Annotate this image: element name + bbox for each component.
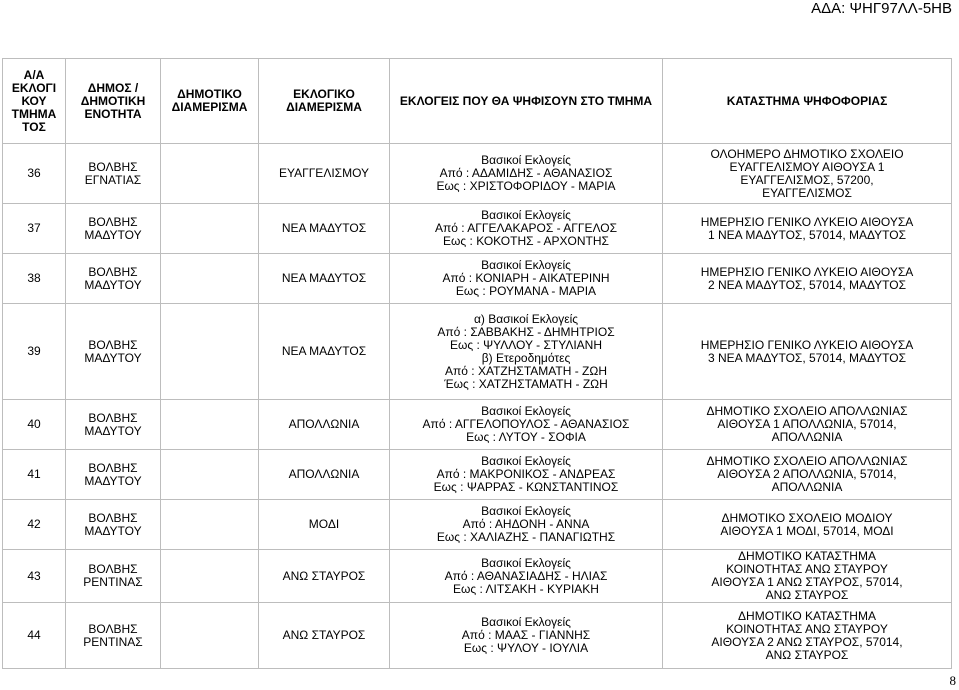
- ekloges-line: Εως : ΧΡΙΣΤΟΦΟΡΙΔΟΥ - ΜΑΡΙΑ: [436, 179, 616, 193]
- header-dimotiko: ΔΗΜΟΤΙΚΟ ΔΙΑΜΕΡΙΣΜΑ: [161, 59, 259, 144]
- ekloges-line: Εως : ΧΑΛΙΑΖΗΣ - ΠΑΝΑΓΙΩΤΗΣ: [436, 530, 616, 544]
- eklogiko-cell: ΝΕΑ ΜΑΔΥΤΟΣ: [259, 304, 390, 400]
- ekloges-cell: [390, 603, 663, 669]
- ekloges-line: Βασικοί Εκλογείς: [481, 454, 571, 468]
- dimos-line: ΒΟΛΒΗΣ: [88, 159, 138, 174]
- row-number: 39: [3, 304, 66, 400]
- dimotiko-cell: [161, 204, 259, 254]
- dimos-line: ΜΑΔΥΤΟΥ: [84, 523, 142, 538]
- ekloges-line: Από : ΑΓΓΕΛΟΠΟΥΛΟΣ - ΑΘΑΝΑΣΙΟΣ: [422, 417, 630, 431]
- katastima-line: 3 ΝΕΑ ΜΑΔΥΤΟΣ, 57014, ΜΑΔΥΤΟΣ: [707, 350, 907, 365]
- eklogiko-cell: ΕΥΑΓΓΕΛΙΣΜΟΥ: [259, 144, 390, 204]
- eklogiko-cell: ΑΝΩ ΣΤΑΥΡΟΣ: [259, 603, 390, 669]
- dimotiko-cell: [161, 400, 259, 450]
- ekloges-line: Βασικοί Εκλογείς: [481, 615, 571, 629]
- dimos-line: ΡΕΝΤΙΝΑΣ: [83, 575, 143, 589]
- ekloges-line: Βασικοί Εκλογείς: [481, 208, 571, 222]
- katastima-line: ΕΥΑΓΓΕΛΙΣΜΟΥ ΑΙΘΟΥΣΑ 1: [729, 159, 885, 174]
- ekloges-line: Βασικοί Εκλογείς: [481, 555, 571, 570]
- katastima-cell: [663, 144, 952, 204]
- katastima-line: ΗΜΕΡΗΣΙΟ ΓΕΝΙΚΟ ΛΥΚΕΙΟ ΑΙΘΟΥΣΑ: [700, 337, 914, 352]
- row-number: 37: [3, 204, 66, 254]
- dimos-line: ΕΓΝΑΤΙΑΣ: [84, 172, 142, 187]
- eklogiko-cell: ΑΠΟΛΛΩΝΙΑ: [259, 400, 390, 450]
- table-row: [3, 450, 952, 500]
- ekloges-line: Από : ΑΗΔΟΝΗ - ΑΝΝΑ: [462, 517, 590, 531]
- dimos-cell: [66, 500, 161, 550]
- katastima-line: ΔΗΜΟΤΙΚΟ ΣΧΟΛΕΙΟ ΑΠΟΛΛΩΝΙΑΣ: [706, 404, 908, 418]
- ekloges-cell: [390, 400, 663, 450]
- table-row: [3, 603, 952, 669]
- katastima-cell: [663, 304, 952, 400]
- dimos-cell: [66, 144, 161, 204]
- ekloges-line: Από : ΑΘΑΝΑΣΙΑΔΗΣ - ΗΛΙΑΣ: [444, 568, 608, 583]
- dimos-line: ΒΟΛΒΗΣ: [88, 460, 138, 475]
- dimos-line: ΜΑΔΥΤΟΥ: [84, 473, 142, 488]
- dimos-line: ΒΟΛΒΗΣ: [88, 264, 138, 279]
- ekloges-line: Από : ΜΑΚΡΟΝΙΚΟΣ - ΑΝΔΡΕΑΣ: [436, 467, 616, 481]
- table-row: [3, 144, 952, 204]
- ekloges-line: Εως : ΨΑΡΡΑΣ - ΚΩΝΣΤΑΝΤΙΝΟΣ: [433, 480, 619, 494]
- katastima-line: ΕΥΑΓΓΕΛΙΣΜΟΣ: [762, 185, 852, 200]
- ekloges-line: Βασικοί Εκλογείς: [481, 153, 571, 167]
- header-katastima: ΚΑΤΑΣΤΗΜΑ ΨΗΦΟΦΟΡΙΑΣ: [663, 59, 952, 144]
- ekloges-cell: [390, 204, 663, 254]
- katastima-line: ΗΜΕΡΗΣΙΟ ΓΕΝΙΚΟ ΛΥΚΕΙΟ ΑΙΘΟΥΣΑ: [700, 264, 914, 279]
- katastima-line: ΔΗΜΟΤΙΚΟ ΚΑΤΑΣΤΗΜΑ: [738, 549, 876, 563]
- dimos-cell: [66, 450, 161, 500]
- table-body: [3, 144, 952, 669]
- dimos-line: ΡΕΝΤΙΝΑΣ: [83, 634, 143, 649]
- dimos-cell: [66, 304, 161, 400]
- dimos-cell: [66, 204, 161, 254]
- ekloges-line: Εως : ΨΥΛΟΥ - ΙΟΥΛΙΑ: [463, 641, 589, 655]
- dimotiko-cell: [161, 450, 259, 500]
- header-dimos: ΔΗΜΟΣ / ΔΗΜΟΤΙΚΗ ΕΝΟΤΗΤΑ: [66, 59, 161, 144]
- katastima-cell: [663, 450, 952, 500]
- ekloges-line: Από : ΣΑΒΒΑΚΗΣ - ΔΗΜΗΤΡΙΟΣ: [437, 324, 615, 339]
- ekloges-line: Από : ΑΔΑΜΙΔΗΣ - ΑΘΑΝΑΣΙΟΣ: [439, 166, 613, 180]
- dimos-cell: [66, 254, 161, 304]
- table-row: [3, 254, 952, 304]
- katastima-line: ΔΗΜΟΤΙΚΟ ΚΑΤΑΣΤΗΜΑ: [738, 608, 876, 623]
- katastima-line: ΗΜΕΡΗΣΙΟ ΓΕΝΙΚΟ ΛΥΚΕΙΟ ΑΙΘΟΥΣΑ: [700, 214, 914, 229]
- katastima-line: ΑΝΩ ΣΤΑΥΡΟΣ: [765, 647, 849, 662]
- katastima-line: ΑΙΘΟΥΣΑ 1 ΑΝΩ ΣΤΑΥΡΟΣ, 57014,: [711, 575, 903, 589]
- ekloges-line: β) Ετεροδημότες: [481, 350, 571, 365]
- katastima-line: ΕΥΑΓΓΕΛΙΣΜΟΣ, 57200,: [740, 172, 874, 187]
- ekloges-cell: [390, 304, 663, 400]
- row-number: 43: [3, 550, 66, 603]
- ekloges-line: Εως : ΡΟΥΜΑΝΑ - ΜΑΡΙΑ: [455, 284, 597, 298]
- katastima-line: ΔΗΜΟΤΙΚΟ ΣΧΟΛΕΙΟ ΜΟΔΙΟΥ: [721, 510, 893, 525]
- table-row: [3, 304, 952, 400]
- katastima-line: ΚΟΙΝΟΤΗΤΑΣ ΑΝΩ ΣΤΑΥΡΟΥ: [726, 621, 888, 636]
- ekloges-line: Εως : ΚΟΚΟΤΗΣ - ΑΡΧΟΝΤΗΣ: [443, 234, 609, 248]
- dimotiko-cell: [161, 144, 259, 204]
- row-number: 38: [3, 254, 66, 304]
- polling-stations-table: [2, 58, 952, 669]
- ekloges-line: Από : ΚΟΝΙΑΡΗ - ΑΙΚΑΤΕΡΙΝΗ: [442, 271, 610, 285]
- dimos-line: ΜΑΔΥΤΟΥ: [84, 277, 142, 292]
- dimos-line: ΒΟΛΒΗΣ: [88, 562, 138, 576]
- dimotiko-cell: [161, 500, 259, 550]
- katastima-line: 1 ΝΕΑ ΜΑΔΥΤΟΣ, 57014, ΜΑΔΥΤΟΣ: [707, 227, 907, 242]
- katastima-cell: [663, 400, 952, 450]
- header-aa: Α/Α ΕΚΛΟΓΙ ΚΟΥ ΤΜΗΜΑ ΤΟΣ: [3, 59, 66, 144]
- katastima-cell: [663, 603, 952, 669]
- katastima-line: ΑΙΘΟΥΣΑ 1 ΑΠΟΛΛΩΝΙΑ, 57014,: [717, 417, 897, 431]
- katastima-line: ΑΠΟΛΛΩΝΙΑ: [771, 480, 843, 494]
- dimotiko-cell: [161, 603, 259, 669]
- katastima-line: 2 ΝΕΑ ΜΑΔΥΤΟΣ, 57014, ΜΑΔΥΤΟΣ: [707, 277, 907, 292]
- table-row: [3, 204, 952, 254]
- row-number: 44: [3, 603, 66, 669]
- katastima-line: ΑΙΘΟΥΣΑ 2 ΑΝΩ ΣΤΑΥΡΟΣ, 57014,: [711, 634, 903, 649]
- ekloges-line: Έως : ΧΑΤΖΗΣΤΑΜΑΤΗ - ΖΩΗ: [444, 376, 608, 391]
- ekloges-cell: [390, 550, 663, 603]
- dimos-line: ΒΟΛΒΗΣ: [88, 510, 138, 525]
- katastima-line: ΑΝΩ ΣΤΑΥΡΟΣ: [765, 588, 849, 602]
- dimos-line: ΒΟΛΒΗΣ: [88, 337, 138, 352]
- ekloges-cell: [390, 254, 663, 304]
- table-row: [3, 550, 952, 603]
- dimos-cell: [66, 603, 161, 669]
- dimos-line: ΜΑΔΥΤΟΥ: [84, 227, 142, 242]
- row-number: 36: [3, 144, 66, 204]
- eklogiko-cell: ΝΕΑ ΜΑΔΥΤΟΣ: [259, 204, 390, 254]
- katastima-line: ΑΙΘΟΥΣΑ 2 ΑΠΟΛΛΩΝΙΑ, 57014,: [717, 467, 897, 481]
- ekloges-line: Από : ΧΑΤΖΗΣΤΑΜΑΤΗ - ΖΩΗ: [445, 363, 607, 378]
- ekloges-line: Από : ΑΓΓΕΛΑΚΑΡΟΣ - ΑΓΓΕΛΟΣ: [434, 221, 618, 235]
- dimos-line: ΜΑΔΥΤΟΥ: [84, 350, 142, 365]
- katastima-line: ΚΟΙΝΟΤΗΤΑΣ ΑΝΩ ΣΤΑΥΡΟΥ: [726, 562, 888, 576]
- dimotiko-cell: [161, 254, 259, 304]
- katastima-cell: [663, 254, 952, 304]
- katastima-cell: [663, 204, 952, 254]
- dimotiko-cell: [161, 550, 259, 603]
- eklogiko-cell: ΜΟΔΙ: [259, 500, 390, 550]
- header-ekloges: ΕΚΛΟΓΕΙΣ ΠΟΥ ΘΑ ΨΗΦΙΣΟΥΝ ΣΤΟ ΤΜΗΜΑ: [390, 59, 663, 144]
- table-row: [3, 400, 952, 450]
- ekloges-line: Εως : ΛΙΤΣΑΚΗ - ΚΥΡΙΑΚΗ: [453, 581, 599, 596]
- ekloges-line: Από : ΜΑΑΣ - ΓΙΑΝΝΗΣ: [461, 628, 591, 642]
- ekloges-cell: [390, 144, 663, 204]
- row-number: 40: [3, 400, 66, 450]
- page-number: 8: [949, 673, 956, 688]
- katastima-line: ΑΙΘΟΥΣΑ 1 ΜΟΔΙ, 57014, ΜΟΔΙ: [720, 523, 894, 538]
- dimos-line: ΜΑΔΥΤΟΥ: [84, 423, 142, 438]
- eklogiko-cell: ΑΠΟΛΛΩΝΙΑ: [259, 450, 390, 500]
- ekloges-cell: [390, 450, 663, 500]
- table-row: [3, 500, 952, 550]
- ekloges-line: Εως : ΛΥΤΟΥ - ΣΟΦΙΑ: [466, 430, 586, 444]
- ekloges-line: Εως : ΨΥΛΛΟΥ - ΣΤΥΛΙΑΝΗ: [449, 337, 603, 352]
- katastima-line: ΔΗΜΟΤΙΚΟ ΣΧΟΛΕΙΟ ΑΠΟΛΛΩΝΙΑΣ: [706, 454, 908, 468]
- ekloges-line: Βασικοί Εκλογείς: [481, 258, 571, 272]
- katastima-cell: [663, 550, 952, 603]
- katastima-line: ΟΛΟΗΜΕΡΟ ΔΗΜΟΤΙΚΟ ΣΧΟΛΕΙΟ: [710, 146, 904, 161]
- ekloges-line: Βασικοί Εκλογείς: [481, 504, 571, 518]
- dimos-cell: [66, 400, 161, 450]
- table-header-row: [3, 59, 952, 144]
- ekloges-line: α) Βασικοί Εκλογείς: [473, 311, 579, 326]
- dimotiko-cell: [161, 304, 259, 400]
- eklogiko-cell: ΑΝΩ ΣΤΑΥΡΟΣ: [259, 550, 390, 603]
- dimos-line: ΒΟΛΒΗΣ: [88, 214, 138, 229]
- dimos-line: ΒΟΛΒΗΣ: [88, 621, 138, 636]
- katastima-line: ΑΠΟΛΛΩΝΙΑ: [771, 430, 843, 444]
- ada-code: ΑΔΑ: ΨΗΓ97ΛΛ-5ΗΒ: [811, 0, 952, 17]
- row-number: 41: [3, 450, 66, 500]
- header-eklogiko: ΕΚΛΟΓΙΚΟ ΔΙΑΜΕΡΙΣΜΑ: [259, 59, 390, 144]
- ekloges-cell: [390, 500, 663, 550]
- eklogiko-cell: ΝΕΑ ΜΑΔΥΤΟΣ: [259, 254, 390, 304]
- ekloges-line: Βασικοί Εκλογείς: [481, 404, 571, 418]
- row-number: 42: [3, 500, 66, 550]
- dimos-cell: [66, 550, 161, 603]
- dimos-line: ΒΟΛΒΗΣ: [88, 410, 138, 425]
- katastima-cell: [663, 500, 952, 550]
